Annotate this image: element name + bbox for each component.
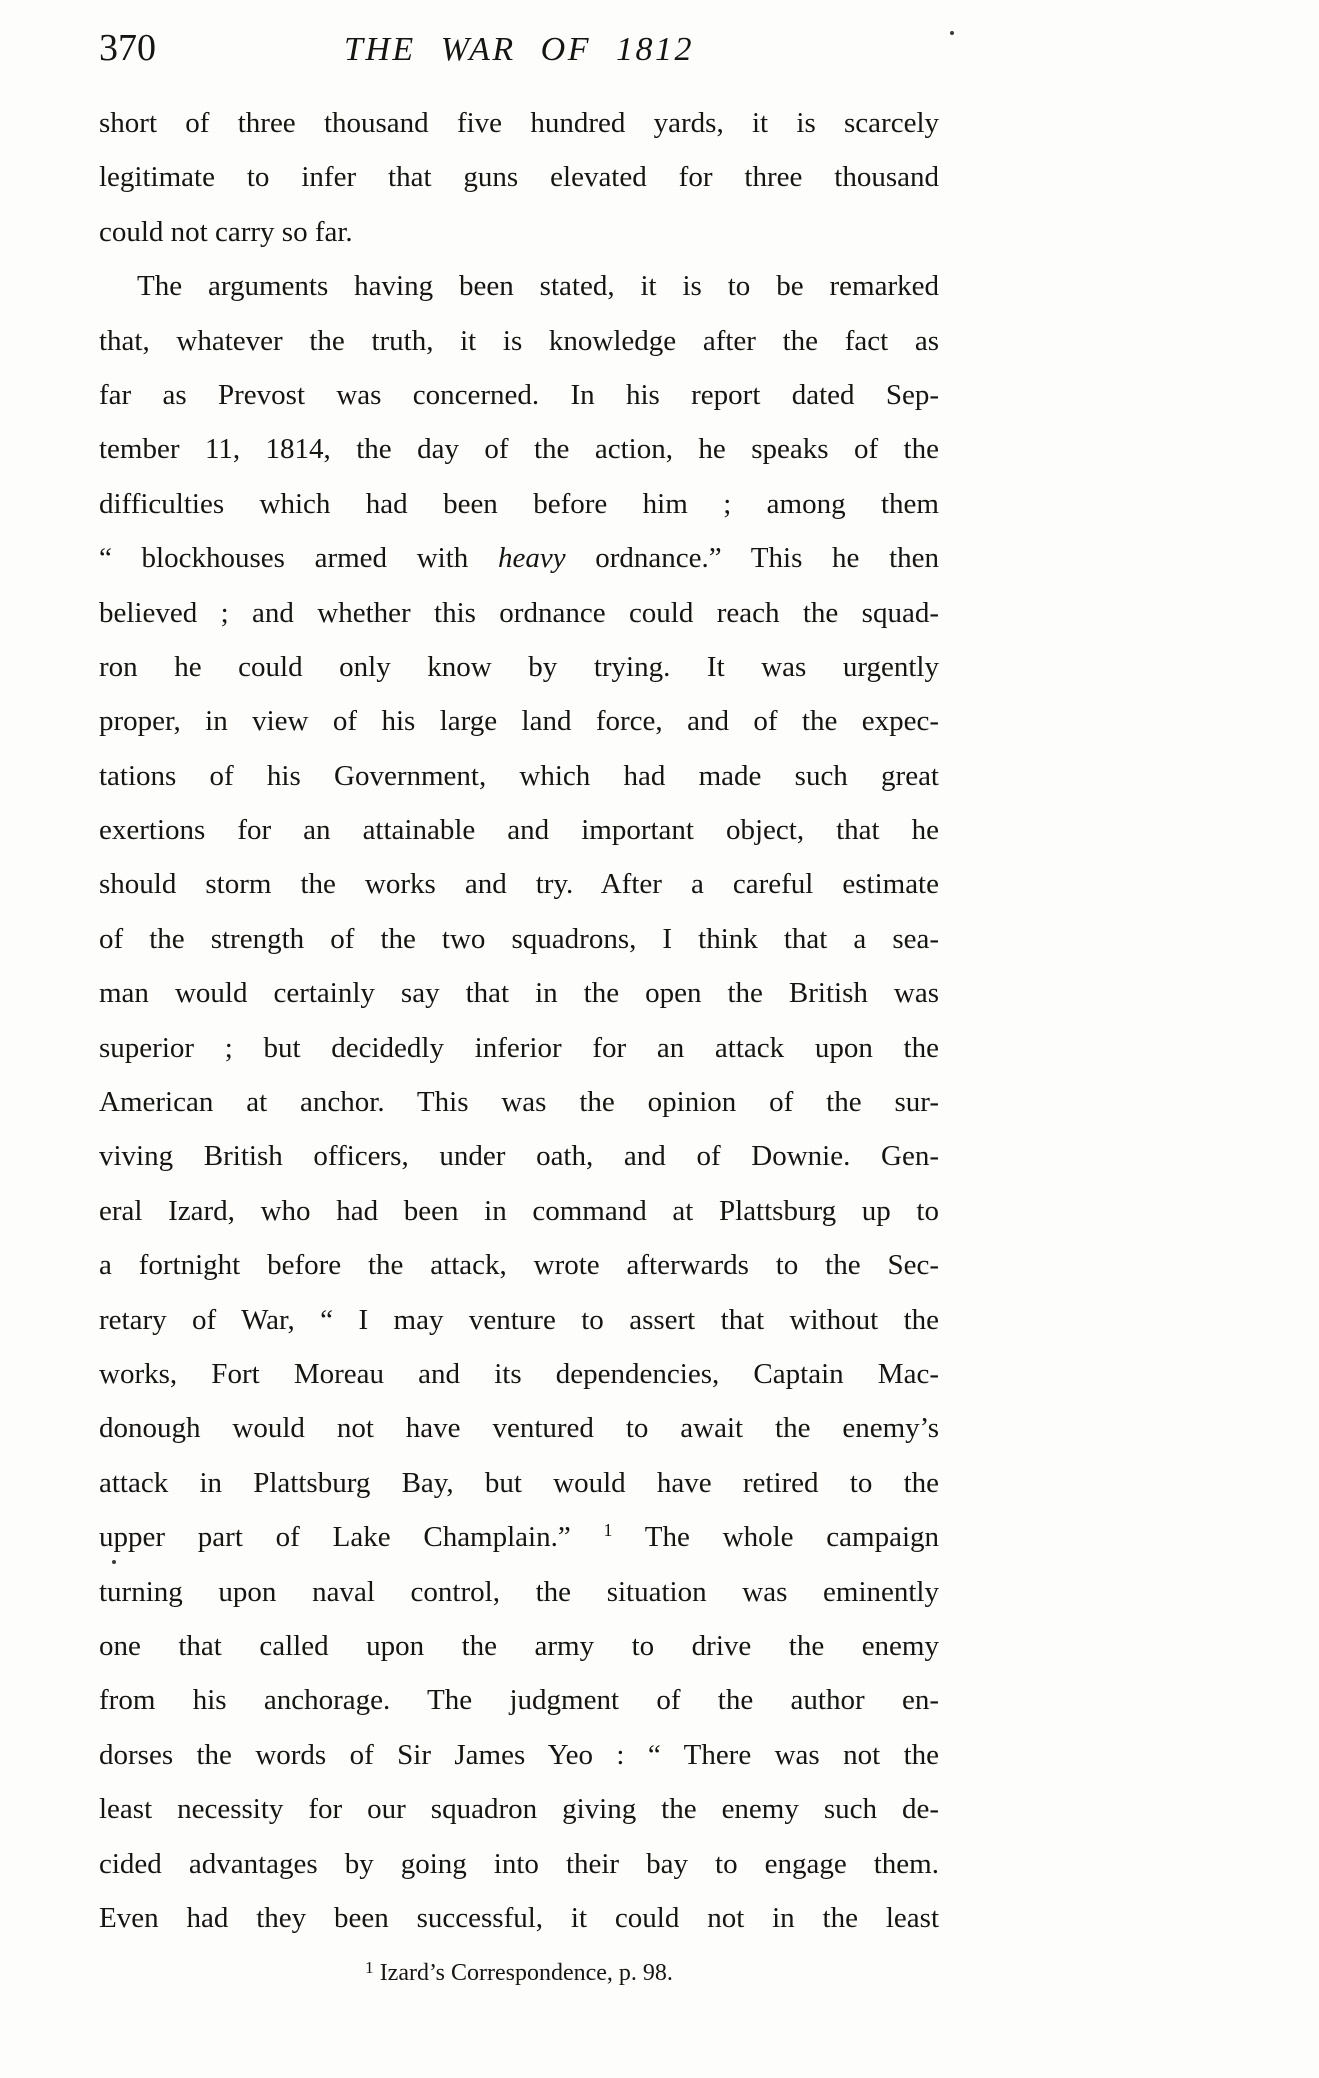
- footnote: [99, 1958, 939, 1988]
- running-header-title: THE WAR OF 1812: [343, 31, 695, 68]
- text-line: proper, in view of his large land force, and of the expec-: [99, 705, 939, 738]
- footnote-text: Izard’s Correspondence, p. 98.: [379, 1960, 673, 1986]
- text-line: American at anchor. This was the opinion of the sur-: [99, 1086, 939, 1119]
- text-line: ron he could only know by trying. It was urgently: [99, 650, 939, 683]
- text-line: eral Izard, who had been in command at Plattsburg up to: [99, 1194, 939, 1227]
- scan-speck: [112, 1560, 116, 1564]
- text-line: man would certainly say that in the open the British was: [99, 977, 939, 1010]
- text-line: far as Prevost was concerned. In his report dated Sep-: [99, 378, 939, 411]
- text-line: dorses the words of Sir James Yeo : “ There was not the: [99, 1738, 939, 1771]
- text-line: from his anchorage. The judgment of the author en-: [99, 1684, 939, 1717]
- text-line: could not carry so far.: [99, 215, 353, 248]
- text-line: tember 11, 1814, the day of the action, he speaks of the: [99, 433, 939, 466]
- text-line: works, Fort Moreau and its dependencies, Captain Mac-: [99, 1357, 939, 1390]
- text-line: believed ; and whether this ordnance could reach the squad-: [99, 596, 939, 629]
- footnote-marker: 1: [365, 1958, 374, 1977]
- text-line: difficulties which had been before him ; among them: [99, 487, 939, 520]
- page-body: [99, 96, 939, 1945]
- text-line: a fortnight before the attack, wrote afterwards to the Sec-: [99, 1249, 939, 1282]
- text-line: “ blockhouses armed with heavy ordnance.” This he then: [99, 542, 939, 575]
- page-number: 370: [99, 27, 156, 69]
- text-line: legitimate to infer that guns elevated for three thousand: [99, 161, 939, 194]
- text-line: should storm the works and try. After a careful estimate: [99, 868, 939, 901]
- text-line: viving British officers, under oath, and of Downie. Gen-: [99, 1140, 939, 1173]
- text-line: tations of his Government, which had made such great: [99, 759, 939, 792]
- text-line: cided advantages by going into their bay to engage them.: [99, 1847, 939, 1880]
- text-line: turning upon naval control, the situation was eminently: [99, 1575, 939, 1608]
- text-line: short of three thousand five hundred yards, it is scarcely: [99, 107, 939, 139]
- text-line: retary of War, “ I may venture to assert that without the: [99, 1303, 939, 1336]
- text-line: one that called upon the army to drive the enemy: [99, 1629, 939, 1662]
- text-line: superior ; but decidedly inferior for an attack upon the: [99, 1031, 939, 1064]
- text-line: attack in Plattsburg Bay, but would have retired to the: [99, 1466, 939, 1499]
- text-line: of the strength of the two squadrons, I think that a sea-: [99, 922, 939, 955]
- text-line: least necessity for our squadron giving the enemy such de-: [99, 1793, 939, 1826]
- text-line: that, whatever the truth, it is knowledge after the fact as: [99, 324, 939, 357]
- scan-speck: [950, 31, 954, 35]
- text-line: exertions for an attainable and important object, that he: [99, 814, 939, 847]
- text-line: upper part of Lake Champlain.” $^1$ The whole campaign: [99, 1520, 939, 1554]
- text-line: donough would not have ventured to await the enemy’s: [99, 1412, 939, 1445]
- text-line: The arguments having been stated, it is to be remarked: [137, 270, 939, 303]
- text-line: Even had they been successful, it could not in the least: [99, 1901, 939, 1934]
